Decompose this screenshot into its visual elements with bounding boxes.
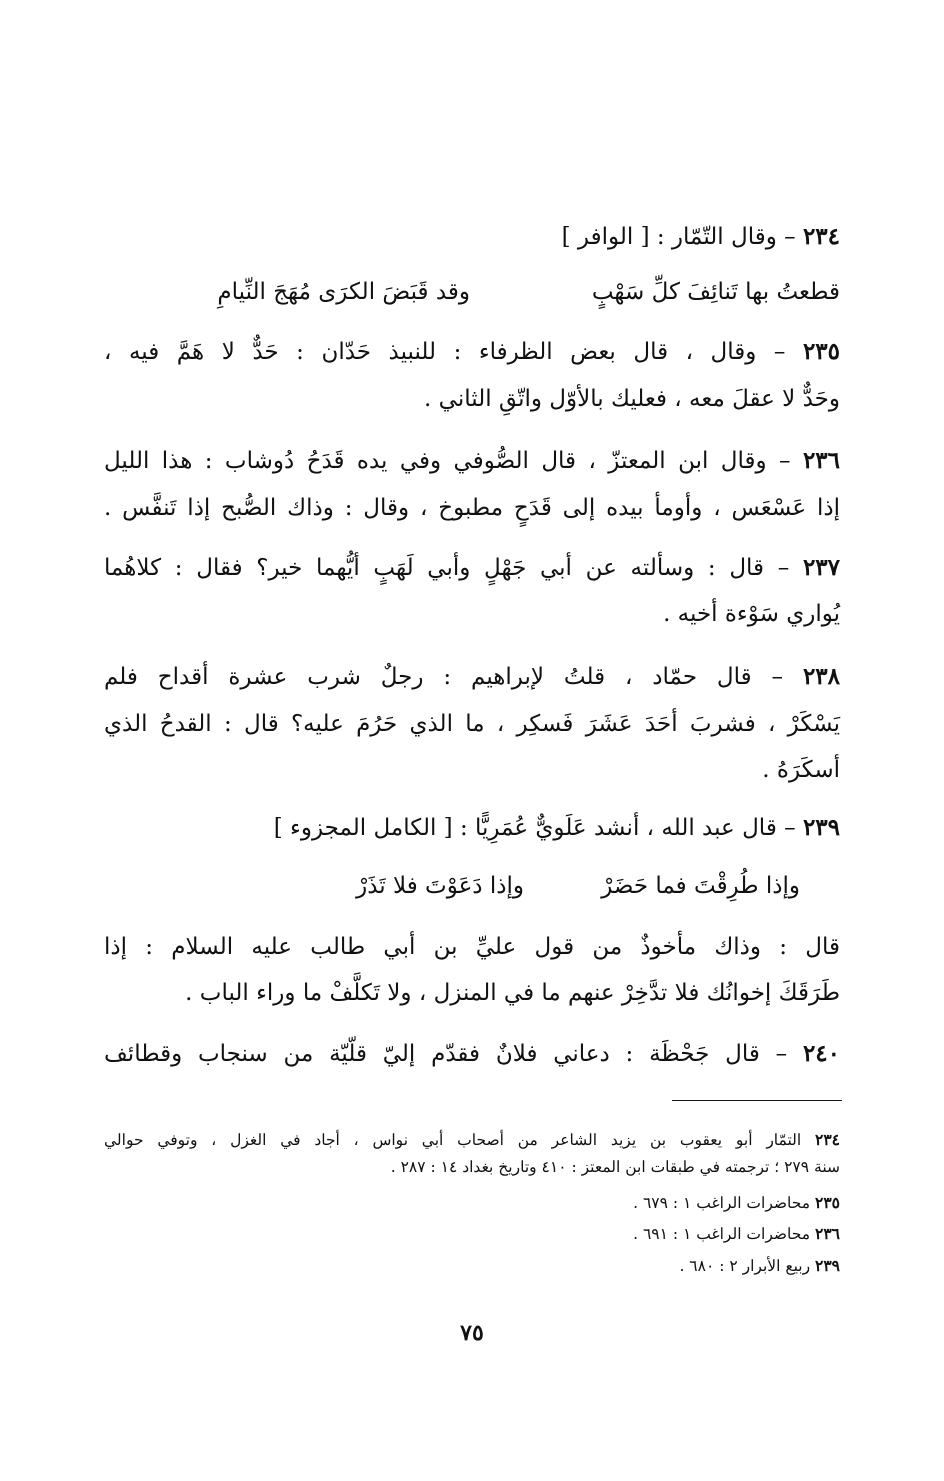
entry-text: – قال حمّاد ، قلتُ لإبراهيم : رجلٌ شرب عشرة أقداح فلم [104,664,784,690]
footnote-text: محاضرات الراغب ١ : ٦٧٩ . [633,1194,811,1212]
entry-239-comment-line-1: قال : وذاك مأخوذٌ من قول عليِّ بن أبي طالب عليه السلام : إذا [104,934,840,960]
entry-240-line-1 [104,1034,840,1074]
entry-number: ٢٣٨ [802,663,840,690]
verse-239-second-hemistich: وإذا دَعَوْتَ فلا تَذَرْ [356,873,524,899]
entry-number: ٢٣٩ [802,814,840,841]
entry-238-line-1 [104,657,840,697]
footnote-text: ربيع الأبرار ٢ : ٦٨٠ . [679,1257,811,1275]
footnote-235 [104,1189,840,1217]
footnote-text: التمّار أبو يعقوب بن يزيد الشاعر من أصحاب أبي نواس ، أجاد في الغزل ، وتوفي حوالي [104,1131,802,1149]
entry-text: – وقال ، قال بعض الظرفاء : للنبيذ حَدّان : حَدٌّ لا هَمَّ فيه ، [104,339,786,365]
verse-234-second-hemistich: وقد قَبَضَ الكرَى مُهَجَ النِّيامِ [217,279,470,305]
entry-237-line-2: يُواري سَوْءة أخيه . [663,601,840,627]
entry-number: ٢٤٠ [802,1040,840,1067]
verse-239-first-hemistich: وإذا طُرِقْتَ فما حَضَرْ [601,873,800,899]
entry-text: – وقال ابن المعتزّ ، قال الصُّوفي وفي يده قَدَحُ دُوشاب : هذا الليل [104,448,791,474]
footnote-239 [104,1252,840,1280]
verse-234-first-hemistich: قطعتُ بها تَنائِفَ كلِّ سَهْبٍ [591,279,840,305]
entry-234-heading [104,217,840,257]
footnote-number: ٢٣٩ [815,1256,840,1275]
entry-238-line-3: أسكَرَهُ . [762,757,840,783]
footnote-236 [104,1220,840,1248]
entry-235-line-2: وحَدٌّ لا عقلَ معه ، فعليك بالأوّل واتّقِ الثاني . [424,386,840,412]
entry-239-comment-line-2: طَرَقَكَ إخوانُك فلا تدَّخِرْ عنهم ما في المنزل ، ولا تَكلَّفْ ما وراء الباب . [185,980,840,1006]
entry-text: – وقال التّمّار : [ الوافر ] [561,224,796,250]
footnote-234-line-1 [104,1126,840,1154]
page-number: ٧٥ [460,1320,484,1346]
footnote-number: ٢٣٦ [815,1224,840,1243]
footnote-number: ٢٣٤ [815,1130,840,1149]
entry-236-line-2: إذا عَسْعَس ، وأومأ بيده إلى قَدَحٍ مطبوخ ، وقال : وذاك الصُّبح إذا تَنفَّس . [104,495,840,521]
entry-number: ٢٣٧ [802,554,841,581]
footnote-text: محاضرات الراغب ١ : ٦٩١ . [633,1225,811,1243]
entry-number: ٢٣٦ [802,447,840,474]
entry-text: – قال : وسألته عن أبي جَهْلٍ وأبي لَهَبٍ أيُّهما خير؟ فقال : كلاهُما [104,555,790,581]
entry-237-line-1 [104,548,840,588]
footnote-separator [672,1100,842,1101]
entry-number: ٢٣٤ [802,223,840,250]
entry-number: ٢٣٥ [802,338,840,365]
entry-236-line-1 [104,441,840,481]
footnote-number: ٢٣٥ [815,1193,840,1212]
entry-238-line-2: يَسْكَرْ ، فشربَ أحَدَ عَشَرَ فَسكِر ، ما الذي حَرُمَ عليه؟ قال : القدحُ الذي [104,711,840,737]
entry-text: – قال جَحْظَة : دعاني فلانٌ فقدّم إليّ قلّيّة من سنجاب وقطائف [104,1041,788,1067]
entry-235-line-1 [104,332,840,372]
entry-text: – قال عبد الله ، أنشد عَلَويٌّ عُمَرِيًّا : [ الكامل المجزوء ] [273,815,796,841]
entry-239-heading [104,808,840,848]
footnote-234-line-2: سنة ٢٧٩ ؛ ترجمته في طبقات ابن المعتز : ٤١٠ وتاريخ بغداد ١٤ : ٢٨٧ . [390,1158,840,1176]
